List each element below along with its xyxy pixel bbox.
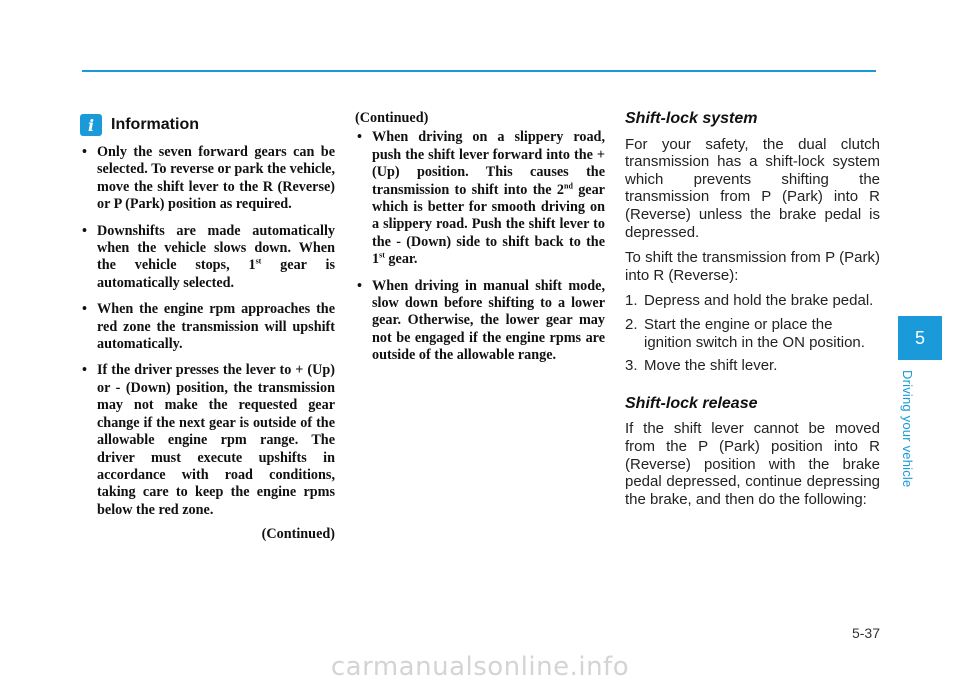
information-bullets-continued xyxy=(355,129,605,364)
step-item: 2. Start the engine or place the ignition switch in the ON position. xyxy=(625,315,865,351)
chapter-number-tab: 5 xyxy=(898,316,942,360)
information-column xyxy=(80,114,335,544)
shift-lock-column xyxy=(625,110,880,516)
chapter-label-text: Driving your vehicle xyxy=(900,370,915,488)
bullet-item: • Only the seven forward gears can be selected. To reverse or park the vehicle, move the shift lever to the R (Reverse) or P (Park) position as required. xyxy=(80,144,335,214)
information-continued-column xyxy=(355,110,605,374)
shift-lock-system-paragraph: For your safety, the dual clutch transmission has a shift-lock system which prevents shifting the transmission from P (Park) into R (Reverse) unless the brake pedal is depressed. xyxy=(625,135,880,241)
top-divider xyxy=(82,70,876,72)
shift-lock-steps xyxy=(625,292,880,374)
shift-lock-release-paragraph: If the shift lever cannot be moved from the P (Park) position into R (Reverse) position with the brake pedal depressed, continue depressing the brake, and then do the following: xyxy=(625,420,880,508)
information-header xyxy=(80,114,335,136)
step-item: 1. Depress and hold the brake pedal. xyxy=(625,292,874,310)
watermark: carmanualsonline.info xyxy=(330,652,630,682)
shift-lock-system-heading: Shift-lock system xyxy=(625,110,758,127)
page-number: 5-37 xyxy=(851,625,880,641)
continued-label: (Continued) xyxy=(355,110,429,126)
information-bullets xyxy=(80,144,335,519)
bullet-item: • If the driver presses the lever to + (Up) or - (Down) position, the transmission may not make the requested gear change if the next gear is outside of the allowable engine rpm range. The driver must execute upshifts in accordance with road conditions, taking care to keep the engine rpms below the red zone. xyxy=(80,362,335,519)
bullet-item: • When driving in manual shift mode, slow down before shifting to a lower gear. Otherwise, the lower gear may not be engaged if the engine rpms are outside of the allowable range. xyxy=(355,278,605,365)
bullet-item: • When the engine rpm approaches the red zone the transmission will upshift automatically. xyxy=(80,301,335,353)
shift-lock-instruction: To shift the transmission from P (Park) into R (Reverse): xyxy=(625,249,880,284)
bullet-item: • Downshifts are made automatically when the vehicle slows down. When the vehicle stops, 1st gear is automatically selected. xyxy=(80,223,335,293)
chapter-label xyxy=(899,370,919,498)
info-icon: i xyxy=(80,114,102,136)
shift-lock-release-heading: Shift-lock release xyxy=(625,394,758,412)
step-item: 3. Move the shift lever. xyxy=(625,357,778,375)
information-title: Information xyxy=(111,116,199,133)
bullet-item: • When driving on a slippery road, push the shift lever forward into the + (Up) position. This causes the transmission to shift into the 2nd gear which is better for smooth driving on a slippery road. Push the shift lever to the - (Down) side to shift back to the 1st gear. xyxy=(355,129,605,268)
continued-label: (Continued) xyxy=(261,526,335,543)
